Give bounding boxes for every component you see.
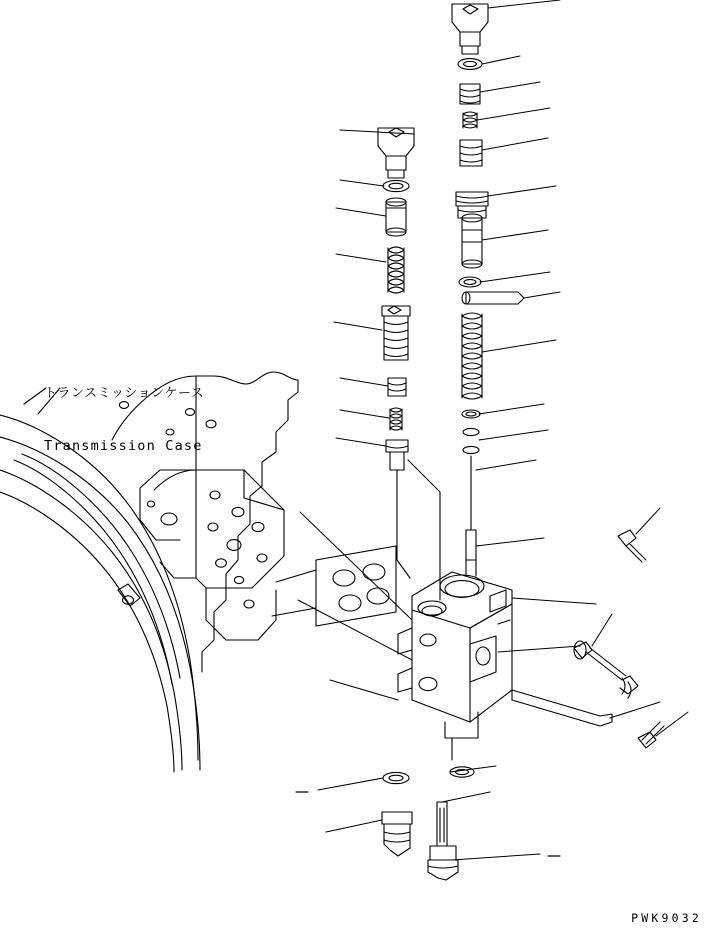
bottom-dashes <box>296 792 560 856</box>
transmission-case-label <box>44 350 204 491</box>
bolts-right <box>512 530 664 748</box>
callout-lines <box>272 0 688 860</box>
leader-case-1 <box>24 388 46 404</box>
parts-column-left <box>378 128 440 600</box>
valve-body <box>398 572 512 760</box>
drawing-number: PWK9032 <box>631 911 702 925</box>
transmission-case-label-en: Transmission Case <box>44 437 203 454</box>
parts-bottom <box>382 767 474 880</box>
gasket-plate <box>316 546 396 626</box>
parts-column-right <box>452 4 524 576</box>
transmission-case-label-jp: トランスミッションケース <box>44 385 205 401</box>
